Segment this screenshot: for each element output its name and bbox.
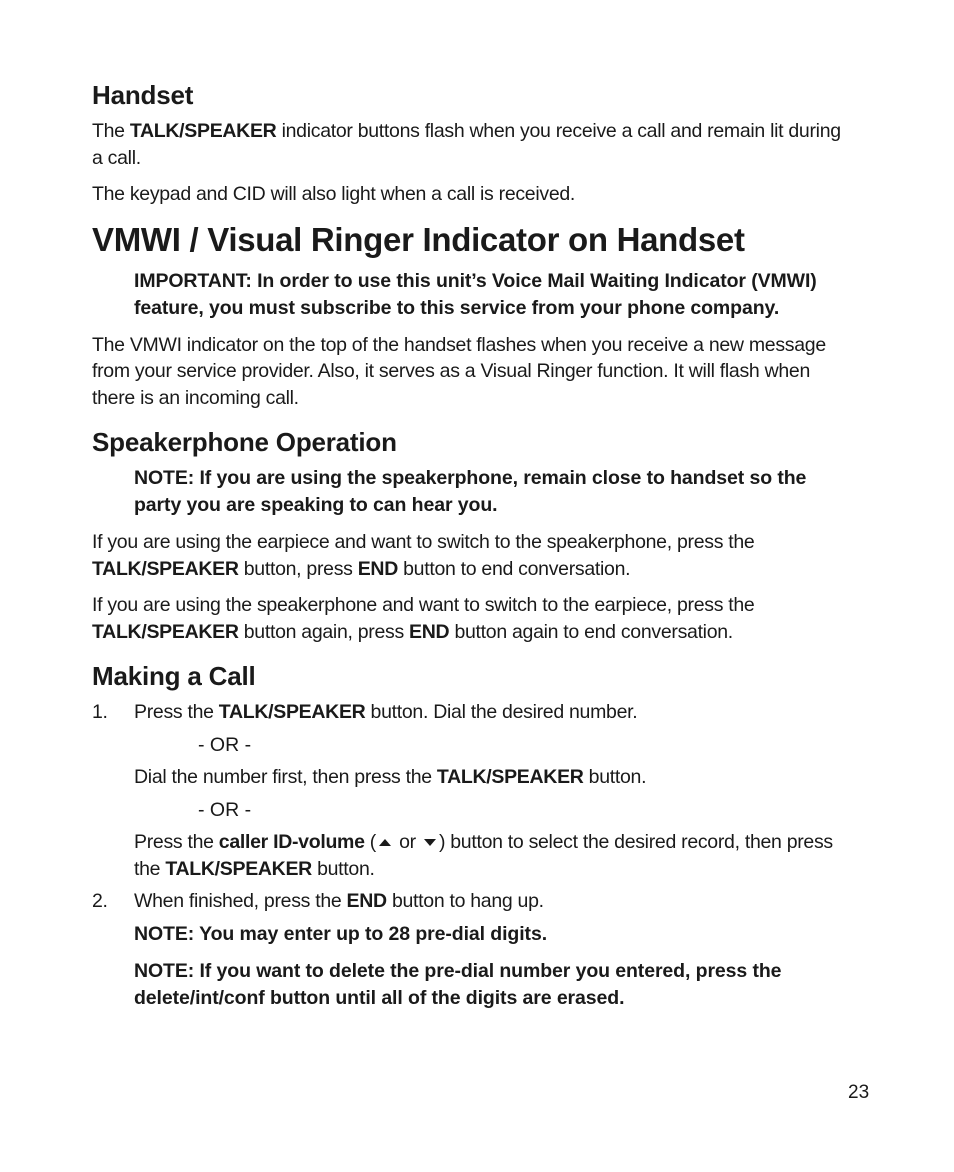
end-label: END	[409, 620, 450, 643]
step-1: 1. Press the TALK/SPEAKER button. Dial the desired number.	[92, 699, 852, 726]
alternative-2: Press the caller ID-volume ( or ) button to select the desired record, then press the TALK/SPEAKER button.	[134, 831, 833, 880]
handset-paragraph-2: The keypad and CID will also light when a call is received.	[92, 183, 576, 205]
or-separator: - OR -	[198, 733, 252, 756]
talk-speaker-label: TALK/SPEAKER	[165, 857, 312, 880]
delete-note: NOTE: If you want to delete the pre-dial number you entered, press the delete/int/conf button until all of the digits are erased.	[134, 959, 782, 1009]
pre-dial-note: NOTE: You may enter up to 28 pre-dial digits.	[134, 922, 548, 945]
step-number: 1.	[92, 701, 108, 723]
speakerphone-paragraph-2: If you are using the speakerphone and want to switch to the earpiece, press the TALK/SPEAKER button again, press END button again to end conversation.	[92, 594, 755, 643]
talk-speaker-label: TALK/SPEAKER	[92, 557, 239, 580]
handset-heading: Handset	[92, 80, 194, 110]
step-number: 2.	[92, 890, 108, 912]
speakerphone-heading: Speakerphone Operation	[92, 427, 397, 457]
talk-speaker-label: TALK/SPEAKER	[129, 120, 277, 142]
handset-paragraph-1: The TALK/SPEAKER indicator buttons flash when you receive a call and remain lit during a call.	[92, 120, 841, 169]
speakerphone-paragraph-1: If you are using the earpiece and want to switch to the speakerphone, press the TALK/SPEAKER button, press END button to end conversation.	[92, 531, 755, 580]
talk-speaker-label: TALK/SPEAKER	[92, 620, 239, 643]
vmwi-heading: VMWI / Visual Ringer Indicator on Handset	[92, 220, 745, 258]
triangle-down-icon	[424, 839, 436, 846]
end-label: END	[357, 557, 398, 580]
or-separator: - OR -	[198, 798, 252, 821]
caller-id-volume-label: caller ID-volume	[218, 831, 365, 853]
vmwi-paragraph: The VMWI indicator on the top of the handset flashes when you receive a new message from your service provider. Also, it serves as a Visual Ringer function. It will flash when there is an incoming call.	[92, 333, 826, 409]
speakerphone-note: NOTE: If you are using the speakerphone, remain close to handset so the party you are speaking to can hear you.	[134, 467, 807, 516]
talk-speaker-label: TALK/SPEAKER	[436, 766, 584, 788]
vmwi-important-note: IMPORTANT: In order to use this unit’s Voice Mail Waiting Indicator (VMWI) feature, you must subscribe to this service from your phone company.	[134, 269, 817, 319]
triangle-up-icon	[379, 839, 391, 846]
page-number: 23	[848, 1082, 870, 1103]
talk-speaker-label: TALK/SPEAKER	[218, 701, 366, 723]
alternative-1: Dial the number first, then press the TALK/SPEAKER button.	[134, 766, 647, 788]
end-label: END	[346, 890, 387, 912]
page-content	[92, 78, 852, 1022]
making-call-heading: Making a Call	[92, 661, 256, 691]
step-2: 2. When finished, press the END button to hang up.	[92, 888, 852, 915]
